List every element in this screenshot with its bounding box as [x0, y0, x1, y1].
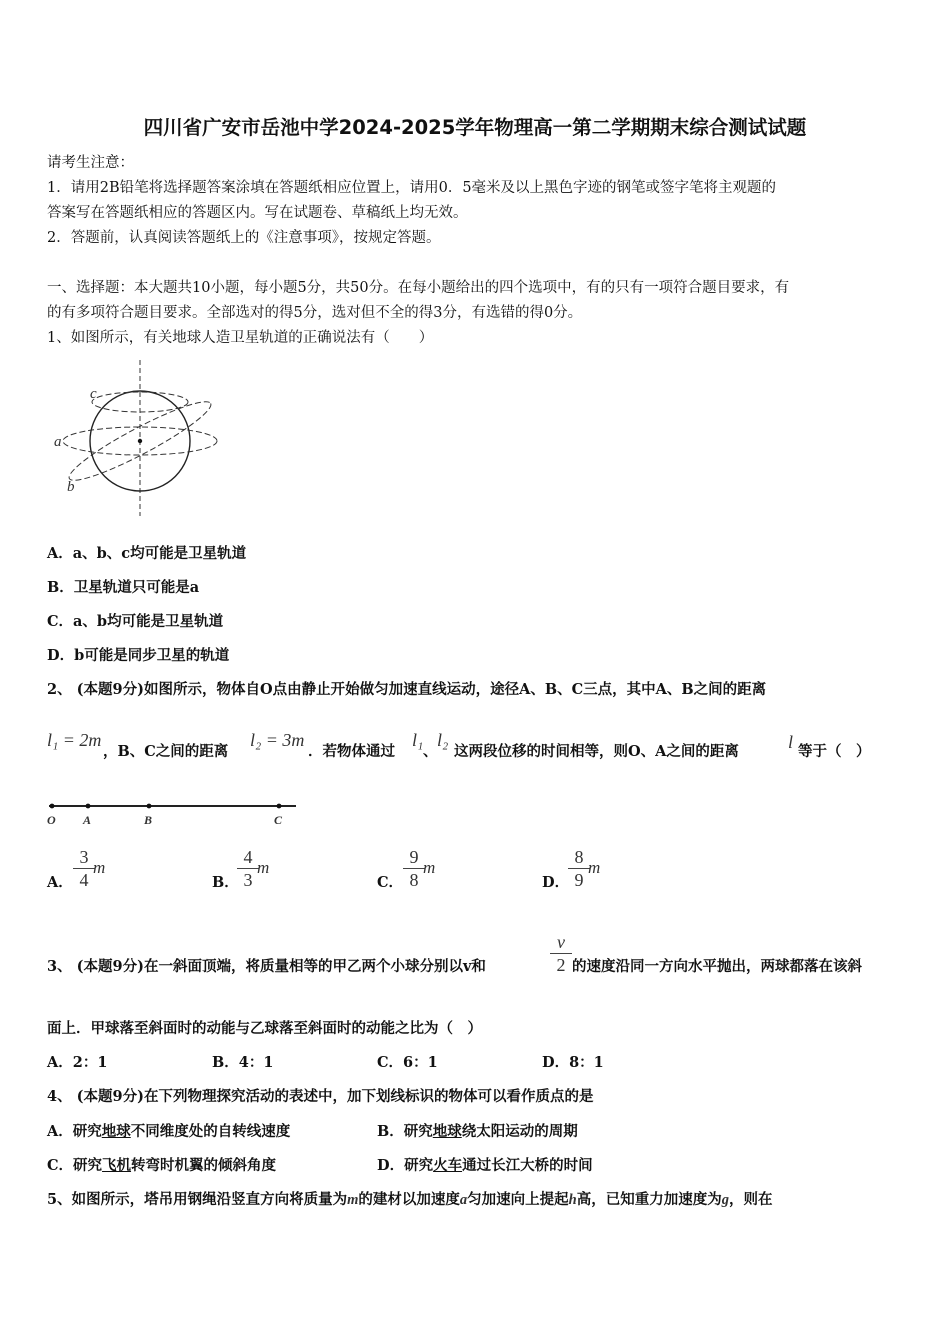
q5-var-h: h	[568, 1192, 577, 1208]
q4-option-d	[377, 1156, 593, 1176]
q2-stem-part2: ，B、C之间的距离	[103, 743, 229, 760]
fraction-numerator: 4	[243, 847, 253, 867]
fraction-denominator: 2	[556, 955, 566, 975]
q4-stem: 4、 (本题9分)在下列物理探究活动的表述中，加下划线标识的物体可以看作质点的是	[47, 1088, 594, 1105]
fraction-bar	[550, 953, 572, 954]
fraction-bar	[237, 868, 259, 869]
q2-l-symbol: l	[788, 732, 794, 752]
point-o-label: O	[47, 813, 56, 827]
fraction-numerator: 9	[409, 847, 419, 867]
fraction-bar	[73, 868, 95, 869]
q5-text-3: 匀加速向上提起	[467, 1191, 569, 1208]
q3-option-c: C．6：1	[377, 1054, 438, 1071]
q2-option-d-unit: m	[588, 858, 601, 877]
q4-option-b	[377, 1122, 578, 1142]
q2-l1-symbol: l₁	[412, 730, 424, 750]
label-b: b	[67, 479, 75, 495]
notice-heading: 请考生注意：	[47, 155, 134, 171]
fraction-denominator: 3	[243, 870, 253, 890]
q2-stem-part3: ．若物体通过	[308, 743, 395, 760]
q4-option-c	[47, 1156, 276, 1176]
q3-option-a: A．2：1	[47, 1054, 108, 1071]
fraction-denominator: 4	[79, 870, 89, 890]
q5-var-g: g	[721, 1192, 729, 1208]
fraction-numerator: 8	[574, 847, 584, 867]
q2-l2-symbol: l₂	[437, 730, 449, 750]
option-prefix: D．研究	[377, 1157, 434, 1174]
q2-stem-line1: 2、 (本题9分)如图所示，物体自O点由静止开始做匀加速直线运动，途径A、B、C三点，其中A、B之间的距离	[47, 681, 767, 698]
point-c-label: C	[274, 813, 283, 827]
q2-l2-expression: l₂ = 3m	[250, 730, 305, 750]
point-a-label: A	[83, 813, 92, 827]
q5-var-a: a	[459, 1192, 468, 1208]
fraction-bar	[568, 868, 590, 869]
q2-option-c-label: C．	[377, 874, 404, 891]
q3-option-b: B．4：1	[212, 1054, 274, 1071]
option-suffix: 绕太阳运动的周期	[461, 1123, 578, 1140]
page-title: 四川省广安市岳池中学2024-2025学年物理高一第二学期期末综合测试试题	[143, 116, 807, 139]
fraction-denominator: 9	[574, 870, 584, 890]
q3-stem-part-a: 3、 (本题9分)在一斜面顶端，将质量相等的甲乙两个小球分别以v和	[47, 958, 486, 975]
point-b-label: B	[144, 813, 153, 827]
q2-option-a-label: A．	[47, 874, 73, 891]
notice-line-2: 答案写在答题纸相应的答题区内。写在试题卷、草稿纸上均无效。	[47, 205, 468, 221]
q2-option-d-label: D．	[542, 874, 570, 891]
notice-line-3: 2．答题前，认真阅读答题纸上的《注意事项》，按规定答题。	[47, 230, 441, 246]
q5-text-2: 的建材以加速度	[358, 1191, 460, 1208]
label-c: c	[90, 386, 97, 402]
q5-var-m: m	[347, 1192, 359, 1208]
section-instructions-2: 的有多项符合题目要求。全部选对的得5分，选对但不全的得3分，有选错的得0分。	[47, 305, 583, 321]
q3-stem-line2: 面上．甲球落至斜面时的动能与乙球落至斜面时的动能之比为（ ）	[47, 1020, 482, 1037]
point-b-dot	[147, 804, 152, 809]
q2-option-a-unit: m	[93, 858, 106, 877]
label-a: a	[54, 434, 62, 450]
q5-text-4: 高，已知重力加速度为	[576, 1191, 722, 1208]
fraction-numerator: v	[557, 932, 565, 952]
fraction-denominator: 8	[409, 870, 419, 890]
q2-l1-expression: l₁ = 2m	[47, 730, 102, 750]
q2-option-b-unit: m	[257, 858, 270, 877]
underlined-object: 地球	[101, 1123, 131, 1140]
q5-stem	[47, 1190, 772, 1210]
q2-stem-part5: 等于（ ）	[798, 743, 871, 760]
earth-center-dot	[138, 439, 142, 443]
q2-option-c-unit: m	[423, 858, 436, 877]
q1-option-d: D．b可能是同步卫星的轨道	[47, 647, 230, 664]
notice-line-1: 1．请用2B铅笔将选择题答案涂填在答题纸相应位置上，请用0．5毫米及以上黑色字迹的钢笔或签字笔将主观题的	[47, 180, 777, 196]
q3-option-d: D．8：1	[542, 1054, 604, 1071]
orbit-figure	[40, 360, 230, 520]
q2-option-b-label: B．	[212, 874, 239, 891]
fraction-numerator: 3	[79, 847, 89, 867]
option-suffix: 通过长江大桥的时间	[462, 1157, 593, 1174]
q4-option-a	[47, 1122, 290, 1142]
section-instructions-1: 一、选择题：本大题共10小题，每小题5分，共50分。在每小题给出的四个选项中，有的只有一项符合题目要求，有	[47, 280, 790, 296]
point-c-dot	[277, 804, 282, 809]
q2-stem-part4: 这两段位移的时间相等，则O、A之间的距离	[454, 743, 739, 760]
point-a-dot	[86, 804, 91, 809]
q2-separator: 、	[423, 743, 438, 760]
q1-stem: 1、如图所示，有关地球人造卫星轨道的正确说法有（ ）	[47, 330, 434, 346]
fraction-bar	[403, 868, 425, 869]
q5-text-1: 5、如图所示，塔吊用钢绳沿竖直方向将质量为	[47, 1191, 348, 1208]
q3-stem-part-b: 的速度沿同一方向水平抛出，两球都落在该斜	[572, 958, 862, 975]
option-suffix: 不同维度处的自转线速度	[130, 1123, 291, 1140]
q5-text-5: ，则在	[728, 1191, 773, 1208]
point-o-dot	[50, 804, 55, 809]
motion-line-figure	[44, 798, 304, 830]
q1-option-a: A．a、b、c均可能是卫星轨道	[47, 545, 247, 562]
option-prefix: A．研究	[47, 1123, 102, 1140]
option-suffix: 转弯时机翼的倾斜角度	[131, 1157, 277, 1174]
underlined-object: 飞机	[102, 1157, 132, 1174]
q1-option-c: C．a、b均可能是卫星轨道	[47, 613, 224, 630]
option-prefix: B．研究	[377, 1123, 433, 1140]
q1-option-b: B．卫星轨道只可能是a	[47, 579, 200, 596]
underlined-object: 地球	[432, 1123, 462, 1140]
option-prefix: C．研究	[47, 1157, 103, 1174]
underlined-object: 火车	[433, 1157, 463, 1174]
